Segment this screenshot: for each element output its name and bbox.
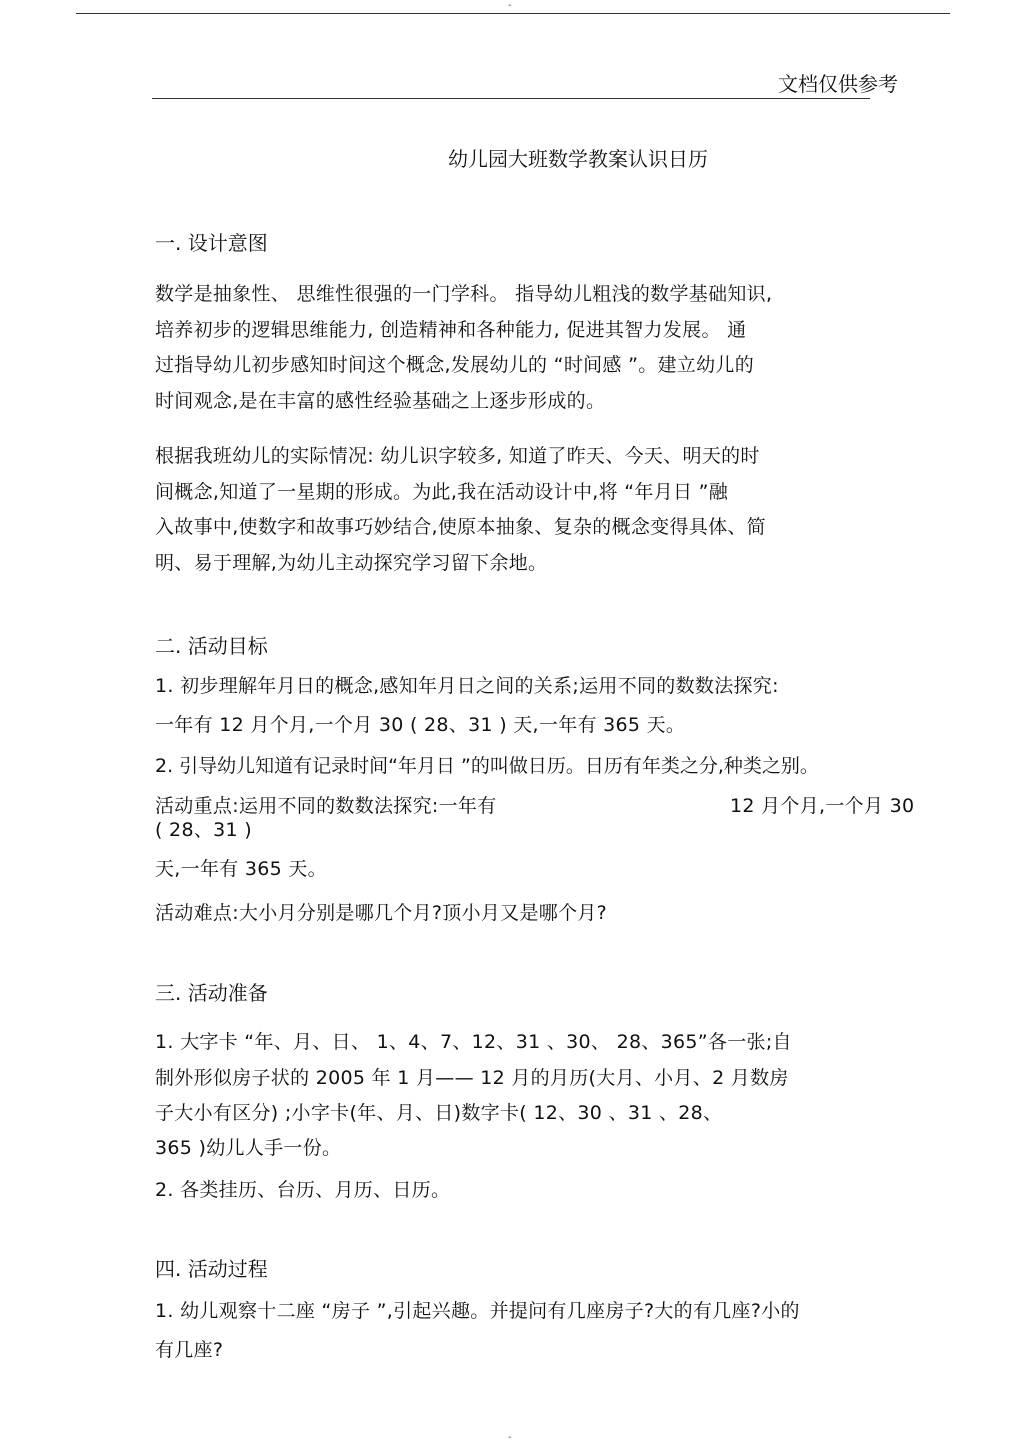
prep-line: 1. 大字卡 “年、月、日、 1、4、7、12、31 、30、 28、365”各一张;自: [155, 1031, 792, 1053]
difficulty-line: 活动难点:大小月分别是哪几个月?顶小月又是哪个月?: [155, 902, 608, 924]
prep-line: 子大小有区分) ;小字卡(年、月、日)数字卡( 12、30 、31 、28、: [155, 1102, 723, 1124]
prep-line-2: 2. 各类挂历、台历、月历、日历。: [155, 1179, 451, 1201]
goal-line-2: 一年有 12 月个月,一个月 30 ( 28、31 ) 天,一年有 365 天。: [155, 714, 686, 736]
paragraph-line: 培养初步的逻辑思维能力, 创造精神和各种能力, 促进其智力发展。 通: [155, 319, 747, 341]
goal-line-1: 1. 初步理解年月日的概念,感知年月日之间的关系;运用不同的数数法探究:: [155, 675, 779, 697]
paragraph-line: 时间观念,是在丰富的感性经验基础之上逐步形成的。: [155, 390, 606, 412]
key-point-right: 12 月个月,一个月 30: [730, 795, 915, 817]
paragraph-line: 间概念,知道了一星期的形成。为此,我在活动设计中,将 “年月日 ”融: [155, 481, 729, 503]
header-tag: 文档仅供参考: [778, 72, 898, 96]
section-heading-goals: 二. 活动目标: [155, 634, 268, 658]
process-line: 有几座?: [155, 1339, 224, 1361]
top-rule: [76, 13, 950, 14]
section-heading-process: 四. 活动过程: [155, 1257, 268, 1281]
bottom-mark: -: [508, 1432, 512, 1443]
top-mark: -: [508, 0, 512, 11]
page-title: 幼儿园大班数学教案认识日历: [448, 147, 708, 171]
header-rule: [152, 98, 870, 99]
paragraph-line: 明、易于理解,为幼儿主动探究学习留下余地。: [155, 552, 548, 574]
key-point-left: 活动重点:运用不同的数数法探究:一年有: [155, 795, 497, 817]
paragraph-line: 过指导幼儿初步感知时间这个概念,发展幼儿的 “时间感 ”。建立幼儿的: [155, 354, 755, 376]
prep-line: 365 )幼儿人手一份。: [155, 1137, 342, 1159]
key-point-paren: ( 28、31 ): [155, 819, 252, 841]
paragraph-line: 入故事中,使数字和故事巧妙结合,使原本抽象、复杂的概念变得具体、简: [155, 516, 766, 538]
paragraph-line: 数学是抽象性、 思维性很强的一门学科。 指导幼儿粗浅的数学基础知识,: [155, 283, 773, 305]
section-heading-design: 一. 设计意图: [155, 231, 268, 255]
key-point-end: 天,一年有 365 天。: [155, 858, 327, 880]
paragraph-line: 根据我班幼儿的实际情况: 幼儿识字较多, 知道了昨天、今天、明天的时: [155, 445, 760, 467]
process-line: 1. 幼儿观察十二座 “房子 ”,引起兴趣。并提问有几座房子?大的有几座?小的: [155, 1300, 800, 1322]
section-heading-preparation: 三. 活动准备: [155, 981, 268, 1005]
goal-line-3: 2. 引导幼儿知道有记录时间“年月日 ”的叫做日历。日历有年类之分,种类之别。: [155, 755, 819, 777]
prep-line: 制外形似房子状的 2005 年 1 月—— 12 月的月历(大月、小月、2 月数房: [155, 1067, 789, 1089]
